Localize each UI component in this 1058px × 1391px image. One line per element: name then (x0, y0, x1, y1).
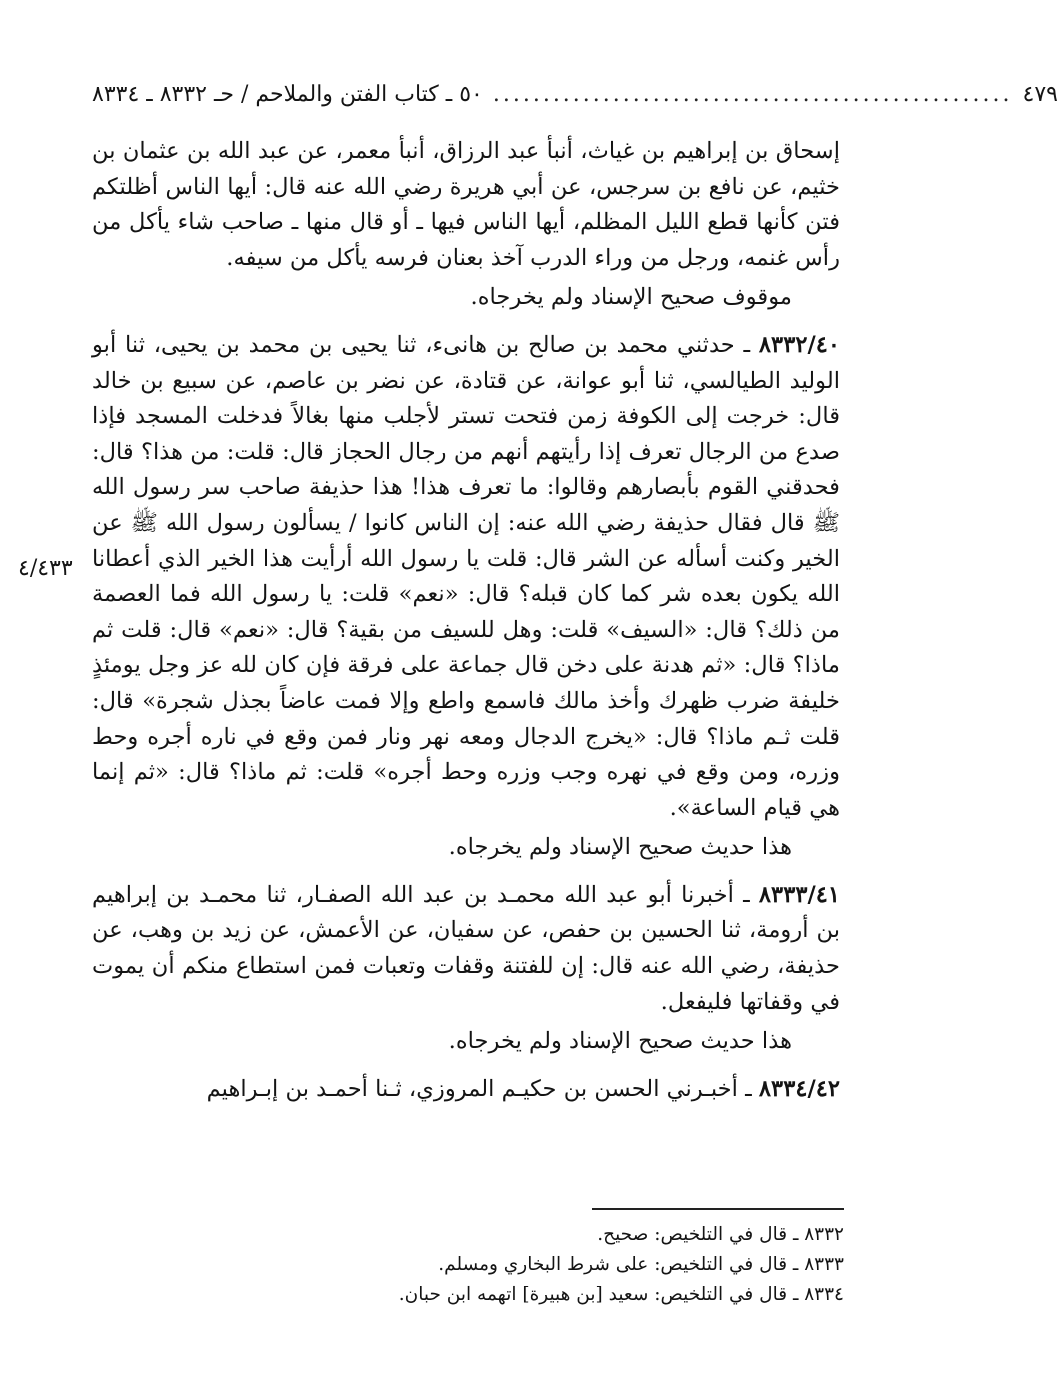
leader-dots: .................................................... (492, 81, 1013, 107)
hadith-8332 (92, 328, 840, 826)
hadith-8334 (92, 1072, 840, 1108)
footnote: ٨٣٣٢ ـ قال في التلخيص: صحيح. (597, 1224, 844, 1245)
page-number: ٤٧٩ (1022, 81, 1058, 107)
hadith-8333 (92, 878, 840, 1020)
main-text (92, 134, 840, 1107)
hadith-number: ٨٣٣٣/٤١ (758, 881, 840, 908)
hadith-text: ـ أخبرنا أبو عبد الله محمـد بن عبد الله الصفـار، ثنا محمـد بن إبراهيم بن أرومة، ثنا الحسين بن حفص، عن سفيان، عن الأعمش، عن زيد بن وهب، عن حذيفة، رضي الله عنه قال: إن للفتنة وقفات وتعبات فمن استطاع منكم أن يموت في وقفاتها فليفعل. (92, 881, 840, 1015)
hadith-text: ـ حدثني محمد بن صالح بن هانىء، ثنا يحيى بن محمد بن يحيى، ثنا أبو الوليد الطيالسي، ثنا أبو عوانة، عن قتادة، عن نضر بن عاصم، عن سبيع بن خالد قال: خرجت إلى الكوفة زمن فتحت تستر لأجلب منها بغالاً فدخلت المسجد فإذا صدع من الرجال تعرف إذا رأيتهم أنهم من رجال الحجاز قال: قلت: من هذا؟ قال: فحدقني القوم بأبصارهم وقالوا: ما تعرف هذا! هذا حذيفة صاحب سر رسول الله ﷺ قال فقال حذيفة رضي الله عنه: إن الناس كانوا / يسألون رسول الله ﷺ عن الخير وكنت أسأله عن الشر قال: قلت يا رسول الله أرأيت هذا الخير الذي أعطانا الله يكون بعده شر كما كان قبله؟ قال: «نعم» قلت: يا رسول الله فما العصمة من ذلك؟ قال: «السيف» قلت: وهل للسيف من بقية؟ قال: «نعم» قال: قلت ثم ماذا؟ قال: «ثم هدنة على دخن قال جماعة على فرقة فإن كان لله عز وجل يومئذٍ خليفة ضرب ظهرك وأخذ مالك فاسمع واطع وإلا فمت عاضاً بجذل شجرة» قال: قلت ثـم ماذا؟ قال: «يخرج الدجال ومعه نهر ونار فمن وقع في ناره أجره وحط وزره، ومن وقع في نهره وجب وزره وحط أجره» قلت: ثم ماذا؟ قال: «ثم إنما هي قيام الساعة». (92, 331, 840, 821)
grading-note: هذا حديث صحيح الإسناد ولم يخرجاه. (448, 834, 792, 861)
paragraph-continuation: إسحاق بن إبراهيم بن غياث، أنبأ عبد الرزاق، أنبأ معمر، عن عبد الله بن عثمان بن خثيم، عن نافع بن سرجس، عن أبي هريرة رضي الله عنه قال: أيها الناس أظلتكم فتن كأنها قطع الليل المظلم، أيها الناس فيها ـ أو قال منها ـ صاحب شاء يأكل من رأس غنمه، ورجل من وراء الدرب آخذ بعنان فرسه يأكل من سيفه. (92, 138, 840, 271)
hadith-text: ـ أخبـرني الحسن بن حكيـم المروزي، ثـنا أحمـد بن إبـراهيم (206, 1075, 752, 1102)
chapter-title: ٥٠ ـ كتاب الفتن والملاحم / حـ ٨٣٣٢ ـ ٨٣٣٤ (92, 81, 483, 107)
footnote-divider (592, 1208, 844, 1210)
footnote: ٨٣٣٣ ـ قال في التلخيص: على شرط البخاري ومسلم. (438, 1254, 844, 1275)
running-header (92, 74, 1058, 114)
grading-note: هذا حديث صحيح الإسناد ولم يخرجاه. (448, 1028, 792, 1055)
hadith-number: ٨٣٣٤/٤٢ (758, 1075, 840, 1102)
grading-note: موقوف صحيح الإسناد ولم يخرجاه. (470, 284, 792, 311)
margin-reference: ٤/٤٣٣ (18, 556, 73, 581)
hadith-number: ٨٣٣٢/٤٠ (758, 331, 840, 358)
footnote: ٨٣٣٤ ـ قال في التلخيص: سعيد [بن هبيرة] اتهمه ابن حبان. (398, 1284, 844, 1305)
footnotes (92, 1220, 844, 1310)
